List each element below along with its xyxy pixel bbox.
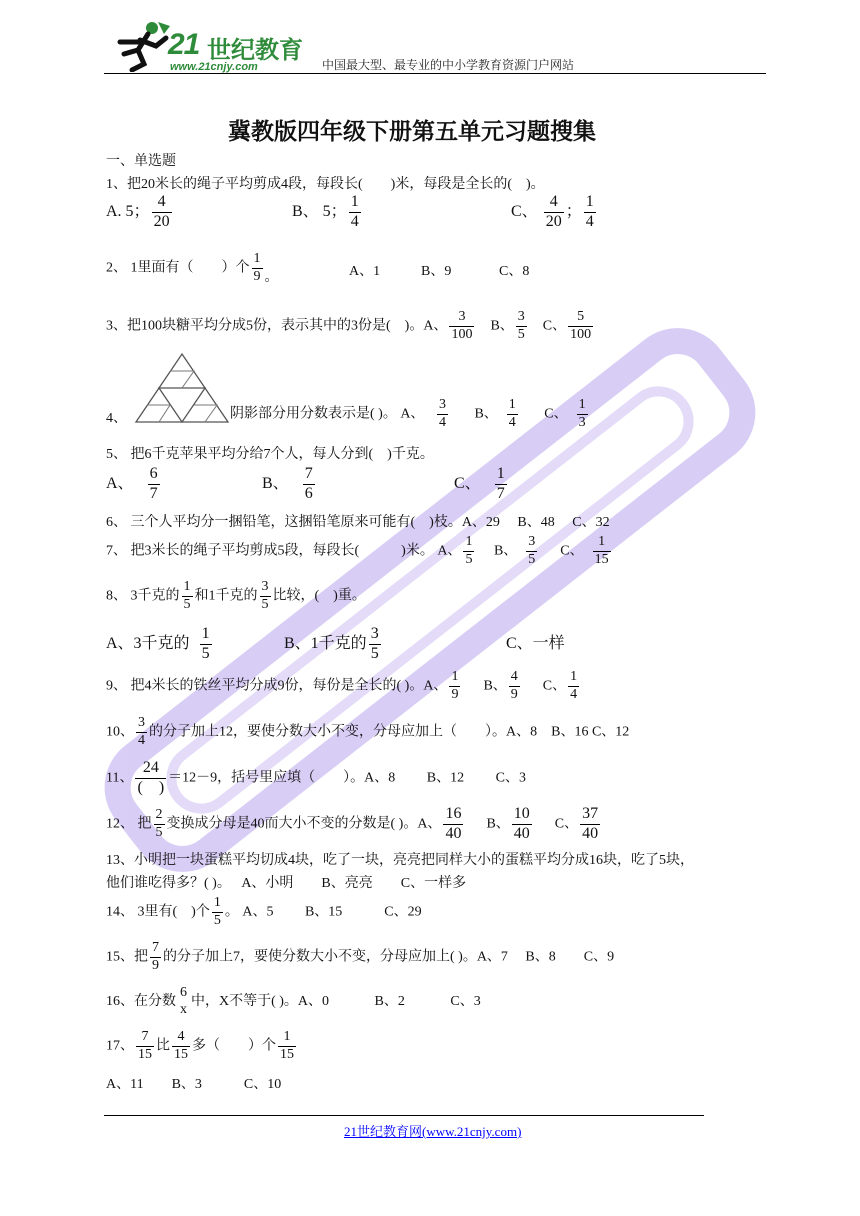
logo-url: www.21cnjy.com — [170, 61, 258, 73]
question-17-options: A、11 B、3 C、10 — [106, 1077, 282, 1092]
question-5-text: 5、 把6千克苹果平均分给7个人，每人分到( )千克。 — [106, 447, 434, 462]
footer-rule — [104, 1115, 704, 1116]
question-7: 7、 把3米长的绳子平均剪成5段，每段长( )米。 A、 $\frac{1}{5}$ B、 $\frac{3}{5}$ C、 $\frac{1}{15}$ — [106, 534, 609, 567]
question-9: 9、 把4米长的铁丝平均分成9份，每份是全长的( )。A、 $\frac{1}{9}$ B、 $\frac{4}{9}$ C、 $\frac{1}{4}$ — [106, 669, 578, 702]
question-5-option-a: A、 $\frac{6}{7}$ — [106, 465, 158, 502]
question-1-option-b: B、 5； $\frac{1}{4}$ — [292, 193, 359, 230]
footer-link[interactable]: 21世纪教育网(www.21cnjy.com) — [344, 1124, 522, 1139]
section-heading: 一、单选题 — [106, 154, 176, 169]
logo-text: 世纪教育 — [207, 36, 303, 64]
page-title: 冀教版四年级下册第五单元习题搜集 — [228, 119, 596, 145]
question-2-option-b: B、9 — [421, 264, 452, 279]
triangle-figure — [134, 352, 230, 424]
question-15: 15、把 $\frac{7}{9}$ 的分子加上7，要使分数大小不变，分母应加上( )。A、7 B、8 C、9 — [106, 940, 615, 973]
runner-logo-icon — [110, 20, 172, 72]
question-2-option-c: C、8 — [499, 264, 530, 279]
question-5-option-c: C、 $\frac{1}{7}$ — [454, 465, 505, 502]
question-8-option-c: C、一样 — [506, 635, 565, 652]
header-rule — [104, 73, 766, 74]
question-17: 17、 $\frac{7}{15}$ 比 $\frac{4}{15}$ 多（ ）个 $\frac{1}{15}$ — [106, 1029, 294, 1062]
question-1-option-a: A. 5； $\frac{4}{20}$ — [106, 193, 170, 230]
header-slogan: 中国最大型、最专业的中小学教育资源门户网站 — [322, 58, 575, 72]
question-13-line-2: 他们谁吃得多？( )。 A、小明 B、亮亮 C、一样多 — [106, 876, 467, 891]
question-16: 16、在分数 6 x 中，X不等于( )。A、0 B、2 C、3 — [106, 985, 481, 1017]
question-1-option-c: C、 $\frac{4}{20}$ ； $\frac{1}{4}$ — [511, 193, 594, 230]
question-8: 8、 3千克的 $\frac{1}{5}$ 和1千克的 $\frac{3}{5}$ 比较，( )重。 — [106, 579, 366, 612]
question-2-option-a: A、1 — [349, 264, 381, 279]
question-5-option-b: B、 $\frac{7}{6}$ — [262, 465, 313, 502]
question-11: 11、 $\frac{24}{( )}$ ＝12－9，括号里应填（ ）。A、8 B、12 C、3 — [106, 759, 526, 796]
question-6: 6、 三个人平均分一捆铅笔，这捆铅笔原来可能有( )枝。A、29 B、48 C、32 — [106, 515, 610, 530]
logo-number: 21 — [168, 28, 200, 61]
question-13-line-1: 13、小明把一块蛋糕平均切成4块，吃了一块，亮亮把同样大小的蛋糕平均分成16块，吃了5块， — [106, 853, 694, 868]
question-10: 10、 $\frac{3}{4}$ 的分子加上12，要使分数大小不变，分母应加上（ ）。A、8 B、16 C、12 — [106, 715, 630, 748]
question-8-option-b: B、1千克的 $\frac{3}{5}$ — [284, 625, 379, 662]
question-4-number: 4、 — [106, 411, 127, 426]
question-12: 12、 把 $\frac{2}{5}$ 变换成分母是40而大小不变的分数是( )。A、 $\frac{16}{40}$ B、 $\frac{10}{40}$ C、 $\frac{37}{40}$ — [106, 805, 599, 842]
question-4: 阴影部分用分数表示是( )。 A、 $\frac{3}{4}$ B、 $\frac{1}{4}$ C、 $\frac{1}{3}$ — [230, 397, 586, 430]
question-14: 14、 3里有( )个 $\frac{1}{5}$ 。 A、5 B、15 C、29 — [106, 895, 422, 928]
question-2: 2、 1里面有（ ）个 $\frac{1}{9}$ 。 — [106, 251, 279, 286]
question-8-option-a: A、3千克的 $\frac{1}{5}$ — [106, 625, 210, 662]
question-3: 3、把100块糖平均分成5份，表示其中的3份是( )。A、 $\frac{3}{100}$ B、 $\frac{3}{5}$ C、 $\frac{5}{100}$ — [106, 309, 592, 342]
question-1-text: 1、把20米长的绳子平均剪成4段，每段长( )米，每段是全长的( )。 — [106, 177, 545, 192]
